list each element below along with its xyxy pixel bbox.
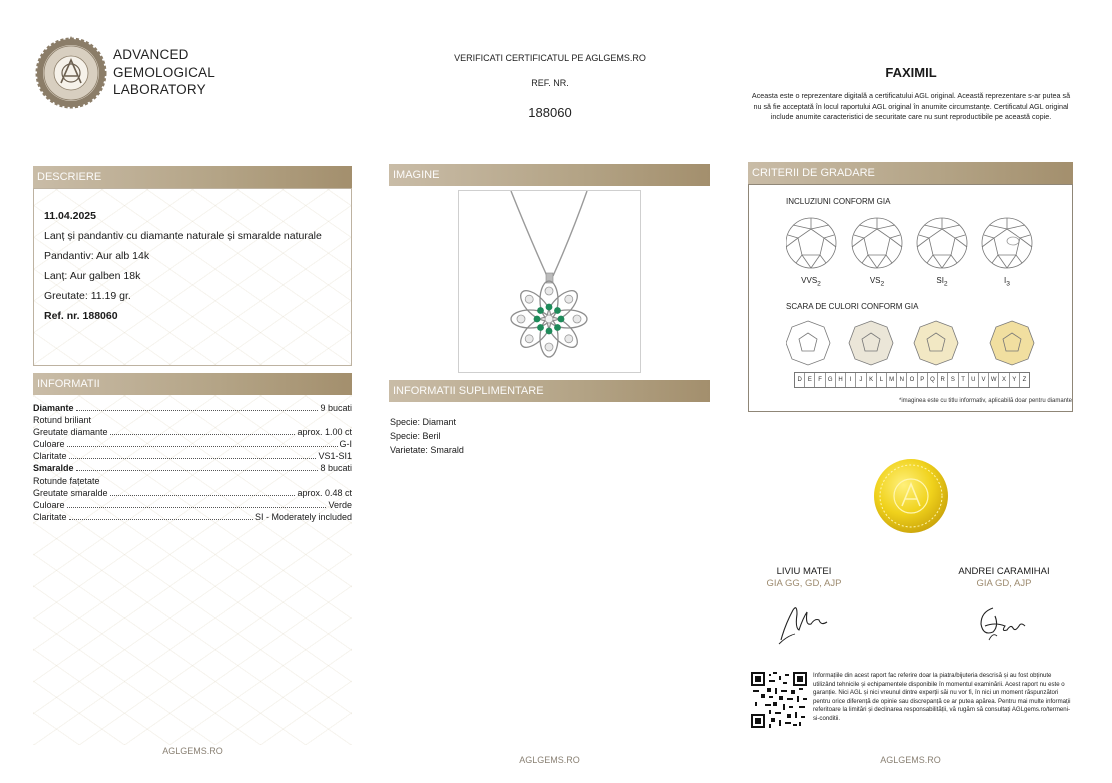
criterii-header-label: CRITERII DE GRADARE	[752, 167, 875, 179]
color-grade-n: N	[897, 373, 907, 387]
color-grade-d: D	[795, 373, 805, 387]
info-label: Smaralde	[33, 463, 74, 474]
supp-line2: Specie: Beril	[390, 431, 441, 441]
signatory-right-credentials: GIA GD, AJP	[976, 578, 1032, 589]
signatory-right-name: ANDREI CARAMIHAI	[958, 566, 1050, 577]
info-value: 9 bucati	[320, 403, 352, 413]
color-grade-f: F	[815, 373, 825, 387]
clarity-label-vvs: $VVS_2$	[801, 276, 821, 288]
signatory-left-name: LIVIU MATEI	[776, 566, 832, 577]
color-grade-i: I	[846, 373, 856, 387]
supp-line1: Specie: Diamant	[390, 417, 457, 427]
descriere-content	[44, 206, 322, 326]
informatii-header	[33, 373, 352, 395]
color-scale-bar	[794, 372, 1030, 388]
descriere-date: 11.04.2025	[44, 210, 96, 222]
clarity-label-si: $SI_2$	[936, 276, 948, 288]
color-grade-x: X	[999, 373, 1009, 387]
info-row-emerald-weight	[33, 487, 352, 499]
info-label: Rotund briliant	[33, 415, 92, 426]
pendant-illustration	[459, 191, 640, 372]
suplimentare-header-label: INFORMATII SUPLIMENTARE	[393, 385, 544, 397]
disclaimer-text: Informațiile din acest raport fac referire doar la piatra/bijuteria descrisă și au fost obținute utilizând tehnicile și echipamentele disponibile în momentul examinării. Acest raport nu este o garanție. Nici AGL și nici vreunul dintre experții săi nu vor fi, în nici un moment răspunzători pentru orice diferență de opinie sau discrepanță ce ar putea apărea. Pentru mai multe informații referitoare la limitări și declinarea responsabilității, vă rugăm să consultați AGLgems.ro/termeni-si-conditii.	[813, 672, 1071, 722]
info-label: Greutate diamante	[33, 427, 108, 438]
lab-seal-logo	[34, 36, 108, 110]
color-grade-q: Q	[928, 373, 938, 387]
color-grade-l: L	[877, 373, 887, 387]
footer-link-left[interactable]: AGLGEMS.RO	[162, 746, 223, 756]
lab-name-line1: ADVANCED	[113, 47, 189, 62]
supp-line3: Varietate: Smarald	[390, 445, 464, 455]
color-grade-j: J	[856, 373, 866, 387]
imagine-header	[389, 164, 710, 186]
info-label: Claritate	[33, 451, 67, 462]
color-grade-o: O	[907, 373, 917, 387]
color-grade-m: M	[887, 373, 897, 387]
descriere-line1: Lanț și pandantiv cu diamante naturale și smaralde naturale	[44, 230, 322, 242]
info-row-shape	[33, 414, 352, 426]
info-value: Verde	[328, 499, 352, 510]
footer-link-right[interactable]: AGLGEMS.RO	[880, 755, 941, 765]
criterii-header	[748, 162, 1073, 184]
descriere-ref: Ref. nr. 188060	[44, 310, 118, 322]
color-scale-title: SCARA DE CULORI CONFORM GIA	[786, 302, 919, 311]
color-grade-s: S	[948, 373, 958, 387]
signatory-left-credentials: GIA GG, GD, AJP	[766, 578, 842, 589]
info-value: 8 bucati	[320, 463, 352, 474]
faximil-text: Aceasta este o reprezentare digitală a certificatului AGL original. Această reprezentare s-ar putea să nu să fie acceptată în locul raportului AGL original în anumite circumstanțe. Certificatul AGL original include anumite caracteristici de securitate care nu sunt reproductibile pe această copie.	[751, 91, 1071, 121]
clarity-label-vs: $VS_2$	[869, 276, 885, 288]
clarity-label-i: $I_3$	[1004, 276, 1010, 288]
color-grade-u: U	[969, 373, 979, 387]
info-label: Claritate	[33, 511, 67, 522]
verify-text: VERIFICATI CERTIFICATUL PE AGLGEMS.RO	[454, 53, 646, 63]
color-grade-p: P	[918, 373, 928, 387]
gold-seal-icon	[873, 458, 949, 534]
info-value: SI - Moderately included	[254, 511, 352, 522]
descriere-line3: Lanț: Aur galben 18k	[44, 270, 141, 282]
lab-name-line3: LABORATORY	[113, 82, 206, 97]
lab-name-line2: GEMOLOGICAL	[113, 64, 215, 80]
suplimentare-header	[389, 380, 710, 402]
clarity-diagrams	[786, 216, 1036, 277]
info-label: Diamante	[33, 403, 74, 413]
color-grade-g: G	[826, 373, 836, 387]
color-grade-h: H	[836, 373, 846, 387]
imagine-header-label: IMAGINE	[393, 169, 440, 181]
jewelry-photo	[458, 190, 641, 373]
descriere-line4: Greutate: 11.19 gr.	[44, 290, 131, 302]
info-row-diamond-weight	[33, 426, 352, 438]
color-grade-r: R	[938, 373, 948, 387]
info-label: Culoare	[33, 439, 65, 450]
info-row-diamond-color	[33, 438, 352, 450]
info-row-smaralde	[33, 462, 352, 474]
color-grade-z: Z	[1022, 377, 1027, 383]
faximil-title: FAXIMIL	[885, 65, 937, 80]
info-row-emerald-color	[33, 499, 352, 511]
color-grade-t: T	[959, 373, 969, 387]
ref-number: 188060	[528, 105, 572, 120]
color-diagrams	[786, 320, 1041, 371]
descriere-header-label: DESCRIERE	[37, 171, 102, 183]
info-row-emerald-clarity	[33, 511, 352, 523]
info-value: VS1-SI1	[318, 451, 352, 462]
lab-name	[113, 46, 215, 99]
descriere-line2: Pandantiv: Aur alb 14k	[44, 250, 150, 262]
color-grade-k: K	[867, 373, 877, 387]
color-diamonds-svg	[786, 320, 1041, 366]
informatii-header-label: INFORMATII	[37, 378, 100, 390]
info-value: G-I	[339, 439, 352, 450]
qr-code-icon[interactable]	[751, 672, 807, 728]
color-grade-v: V	[979, 373, 989, 387]
info-row-emerald-shape	[33, 475, 352, 487]
color-grade-e: E	[805, 373, 815, 387]
suplimentare-content	[390, 415, 464, 457]
informatii-table	[33, 402, 352, 523]
info-value: aprox. 0.48 ct	[297, 487, 352, 498]
criterii-note: *imaginea este cu titlu informativ, aplicabilă doar pentru diamante	[899, 398, 1072, 404]
color-grade-w: W	[989, 373, 999, 387]
info-label: Culoare	[33, 499, 65, 510]
signature-left	[775, 600, 835, 645]
descriere-header	[33, 166, 352, 188]
color-grade-y: Y	[1010, 373, 1020, 387]
clarity-diamonds-svg	[786, 216, 1036, 272]
info-row-diamond-clarity	[33, 450, 352, 462]
info-label: Greutate smaralde	[33, 487, 108, 498]
signature-right	[975, 602, 1030, 644]
info-value: aprox. 1.00 ct	[297, 427, 352, 438]
inclusions-title: INCLUZIUNI CONFORM GIA	[786, 197, 891, 206]
info-label: Rotunde fațetate	[33, 475, 100, 486]
info-row-diamante	[33, 402, 352, 414]
footer-link-center[interactable]: AGLGEMS.RO	[519, 755, 580, 765]
ref-label: REF. NR.	[531, 78, 569, 88]
